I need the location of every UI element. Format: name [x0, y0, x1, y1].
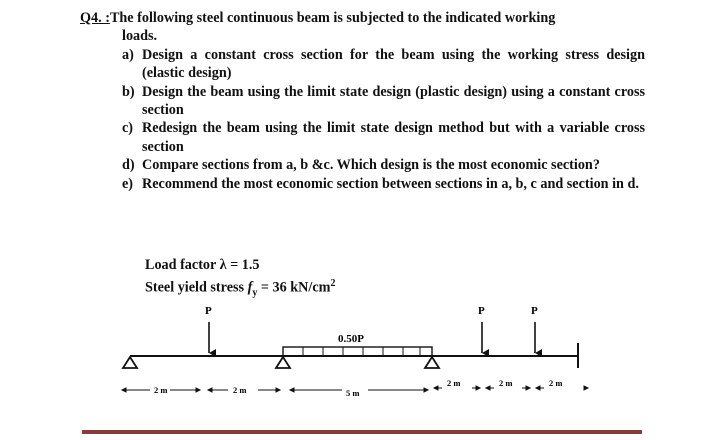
part-letter: a) — [122, 46, 134, 63]
question-number: Q4. : — [80, 10, 110, 26]
support-right-icon — [425, 357, 439, 368]
question-intro-line1: The following steel continuous beam is subjected to the indicated working — [109, 10, 556, 26]
bottom-divider — [82, 430, 642, 434]
part-text: Design a constant cross section for the beam using the working stress design (elastic design) — [142, 46, 645, 82]
dimension-label-4: 2 m — [447, 378, 461, 388]
question-intro-line2: loads. — [122, 28, 158, 45]
part-letter: c) — [122, 120, 134, 137]
yield-stress-subscript: y — [252, 287, 258, 299]
support-left-icon — [123, 357, 137, 368]
part-letter: d) — [122, 157, 135, 174]
udl-arrows — [303, 347, 420, 356]
part-text: Redesign the beam using the limit state design method but with a variable cross section — [142, 120, 645, 155]
part-text: Design the beam using the limit state design (plastic design) using a constant cross section — [142, 83, 645, 119]
part-letter: b) — [122, 83, 135, 100]
point-load-3-label: P — [531, 305, 538, 317]
support-middle-icon — [276, 357, 290, 368]
dimension-label-6: 2 m — [549, 378, 563, 388]
dimension-label-1: 2 m — [154, 385, 168, 395]
dimension-label-2: 2 m — [233, 385, 247, 395]
point-load-1-label: P — [205, 305, 212, 317]
udl-block — [283, 347, 432, 356]
yield-stress-symbol: f — [247, 279, 253, 296]
load-factor: Load factor λ = 1.5 — [145, 257, 260, 273]
point-load-2-label: P — [478, 305, 485, 317]
udl-label: 0.50P — [338, 333, 364, 345]
dimension-label-5: 2 m — [499, 378, 513, 388]
dimension-label-3: 5 m — [346, 388, 360, 398]
part-letter: e) — [122, 175, 134, 192]
yield-stress-value: = 36 kN/cm — [257, 279, 331, 296]
yield-stress-unit-exponent: 2 — [330, 277, 336, 289]
part-text: Compare sections from a, b &c. Which design is the most economic section? — [142, 157, 600, 174]
yield-stress-prefix: Steel yield stress — [145, 279, 248, 296]
part-text: Recommend the most economic section between sections in a, b, c and section in d. — [142, 175, 639, 192]
